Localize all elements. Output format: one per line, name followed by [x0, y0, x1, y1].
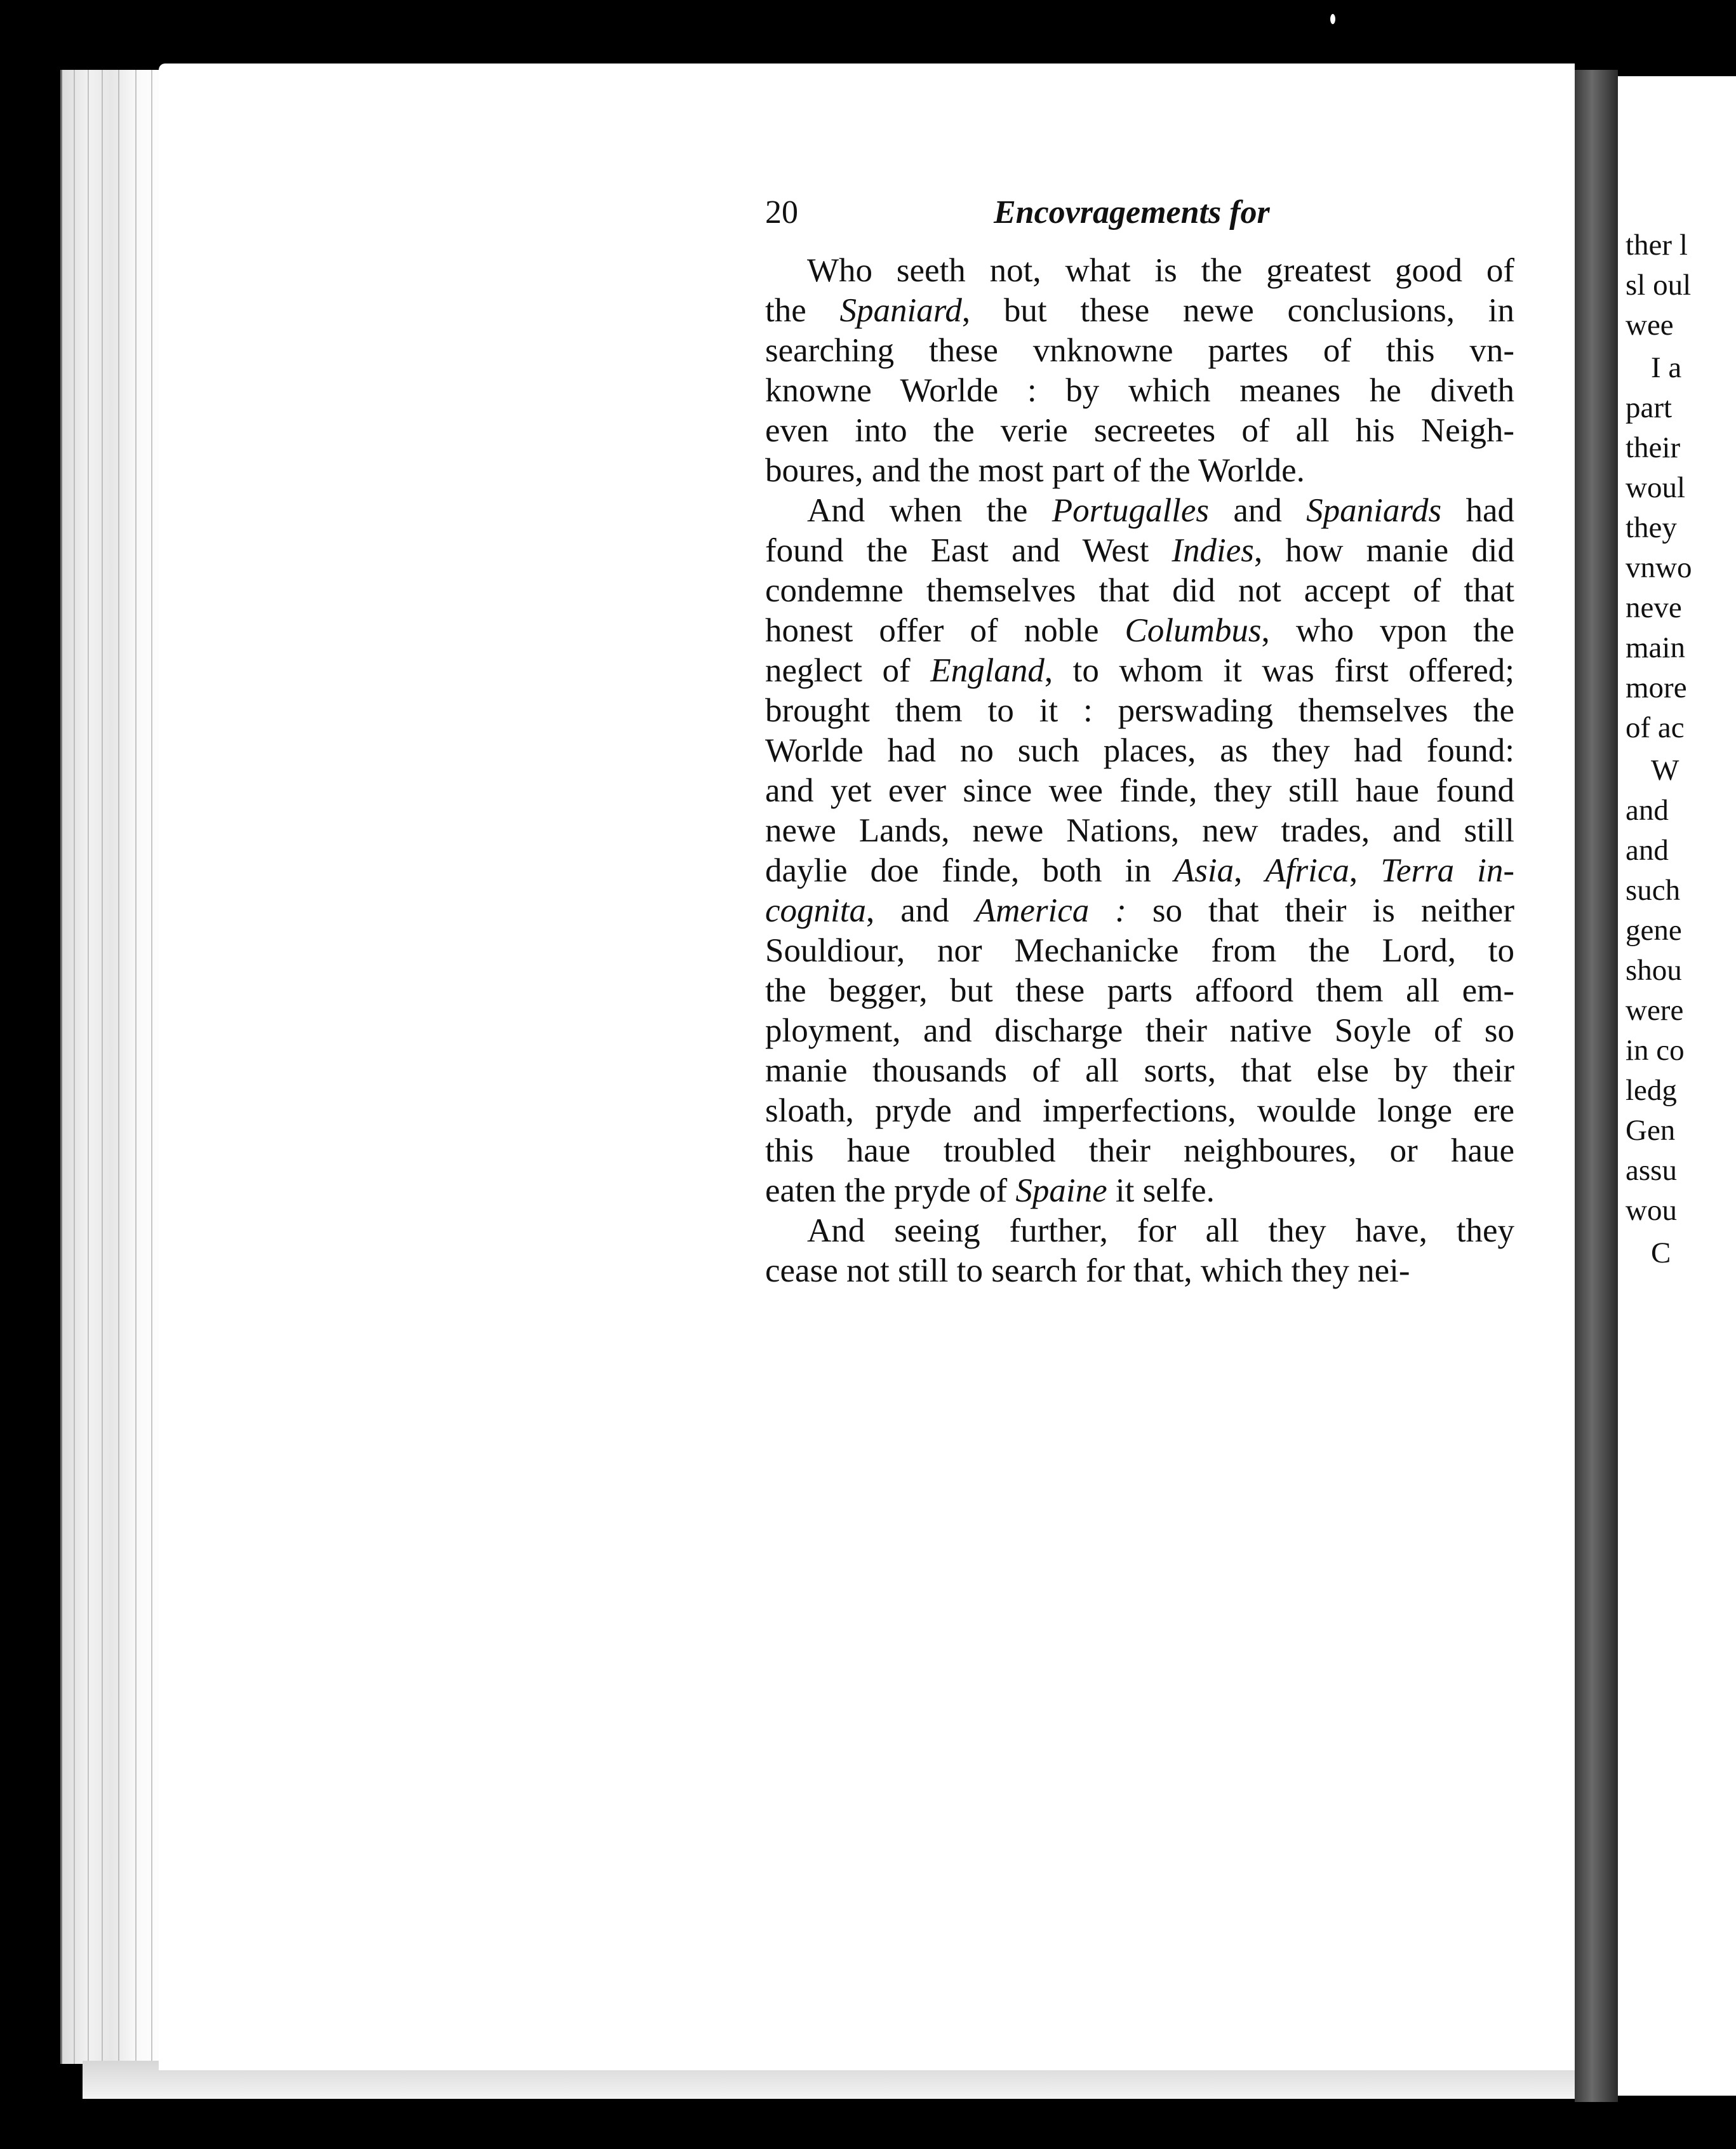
facing-page-line: shou	[1626, 954, 1682, 987]
text-line: the Spaniard, but these newe conclusions, in	[765, 292, 1515, 329]
text-line: daylie doe finde, both in Asia, Africa, Terra in-	[765, 852, 1515, 889]
text-line: found the East and West Indies, how manie did	[765, 532, 1515, 569]
facing-page-line: woul	[1626, 471, 1685, 504]
facing-page-line: and	[1626, 834, 1669, 867]
facing-page-line: Gen	[1626, 1114, 1676, 1147]
facing-page-line: and	[1626, 794, 1669, 827]
facing-page-line: main	[1626, 631, 1685, 664]
text-line: cognita, and America : so that their is neither	[765, 892, 1514, 929]
facing-page-line: vnwo	[1626, 551, 1692, 584]
facing-page-line: neve	[1626, 591, 1682, 624]
stacked-page-edges	[60, 70, 170, 2064]
text-line: And when the Portugalles and Spaniards had	[807, 492, 1515, 529]
text-line: manie thousands of all sorts, that else by their	[765, 1052, 1514, 1089]
scan-speck	[1330, 14, 1335, 24]
facing-page-line: they	[1626, 511, 1677, 544]
text-line: Worlde had no such places, as they had found:	[765, 732, 1514, 769]
book-gutter-shadow	[1575, 70, 1618, 2102]
text-line: and yet ever since wee finde, they still haue found	[765, 772, 1514, 809]
text-line: the begger, but these parts affoord them all em-	[765, 972, 1514, 1009]
facing-page-line: wee	[1626, 309, 1674, 342]
text-line: brought them to it : perswading themselves the	[765, 692, 1514, 729]
facing-page-line: wou	[1626, 1194, 1677, 1227]
facing-page-line: their	[1626, 431, 1681, 464]
facing-page-line: such	[1626, 874, 1681, 907]
facing-page-line: of ac	[1626, 711, 1685, 744]
text-line: neglect of England, to whom it was first offered;	[765, 652, 1514, 689]
text-line: ployment, and discharge their native Soyle of so	[765, 1012, 1514, 1049]
facing-page-line: gene	[1626, 914, 1682, 947]
text-line: cease not still to search for that, which they nei-	[765, 1252, 1410, 1289]
facing-page-line: sl oul	[1626, 269, 1692, 302]
body-text	[765, 251, 1514, 1291]
text-line: honest offer of noble Columbus, who vpon the	[765, 612, 1514, 649]
running-head-title: Encovragements for	[994, 194, 1270, 231]
facing-page-line: C	[1651, 1236, 1671, 1269]
facing-page-line: I a	[1651, 351, 1682, 384]
facing-page-line: ther l	[1626, 229, 1688, 262]
text-line: knowne Worlde : by which meanes he diveth	[765, 372, 1514, 409]
facing-page-line: were	[1626, 994, 1684, 1027]
page-number: 20	[765, 194, 798, 231]
text-line: condemne themselves that did not accept of that	[765, 572, 1514, 609]
text-line: And seeing further, for all they have, they	[807, 1212, 1514, 1249]
text-line: newe Lands, newe Nations, new trades, and still	[765, 812, 1514, 849]
facing-page-line: in co	[1626, 1034, 1685, 1067]
facing-page-line: assu	[1626, 1154, 1677, 1187]
running-head	[765, 194, 1514, 244]
text-line: eaten the pryde of Spaine it selfe.	[765, 1172, 1215, 1209]
text-line: Souldiour, nor Mechanicke from the Lord, to	[765, 932, 1514, 969]
facing-page	[1618, 76, 1736, 2096]
text-line: sloath, pryde and imperfections, woulde longe ere	[765, 1092, 1514, 1129]
text-line: this haue troubled their neighboures, or haue	[765, 1132, 1514, 1169]
facing-page-line: part	[1626, 391, 1673, 424]
text-line: Who seeth not, what is the greatest good of	[807, 252, 1514, 289]
text-line: even into the verie secreetes of all his Neigh-	[765, 412, 1514, 449]
text-line: boures, and the most part of the Worlde.	[765, 452, 1305, 489]
text-line: searching these vnknowne partes of this vn-	[765, 332, 1514, 369]
facing-page-line: W	[1651, 754, 1679, 787]
facing-page-line: ledg	[1626, 1074, 1677, 1107]
facing-page-line: more	[1626, 671, 1687, 704]
